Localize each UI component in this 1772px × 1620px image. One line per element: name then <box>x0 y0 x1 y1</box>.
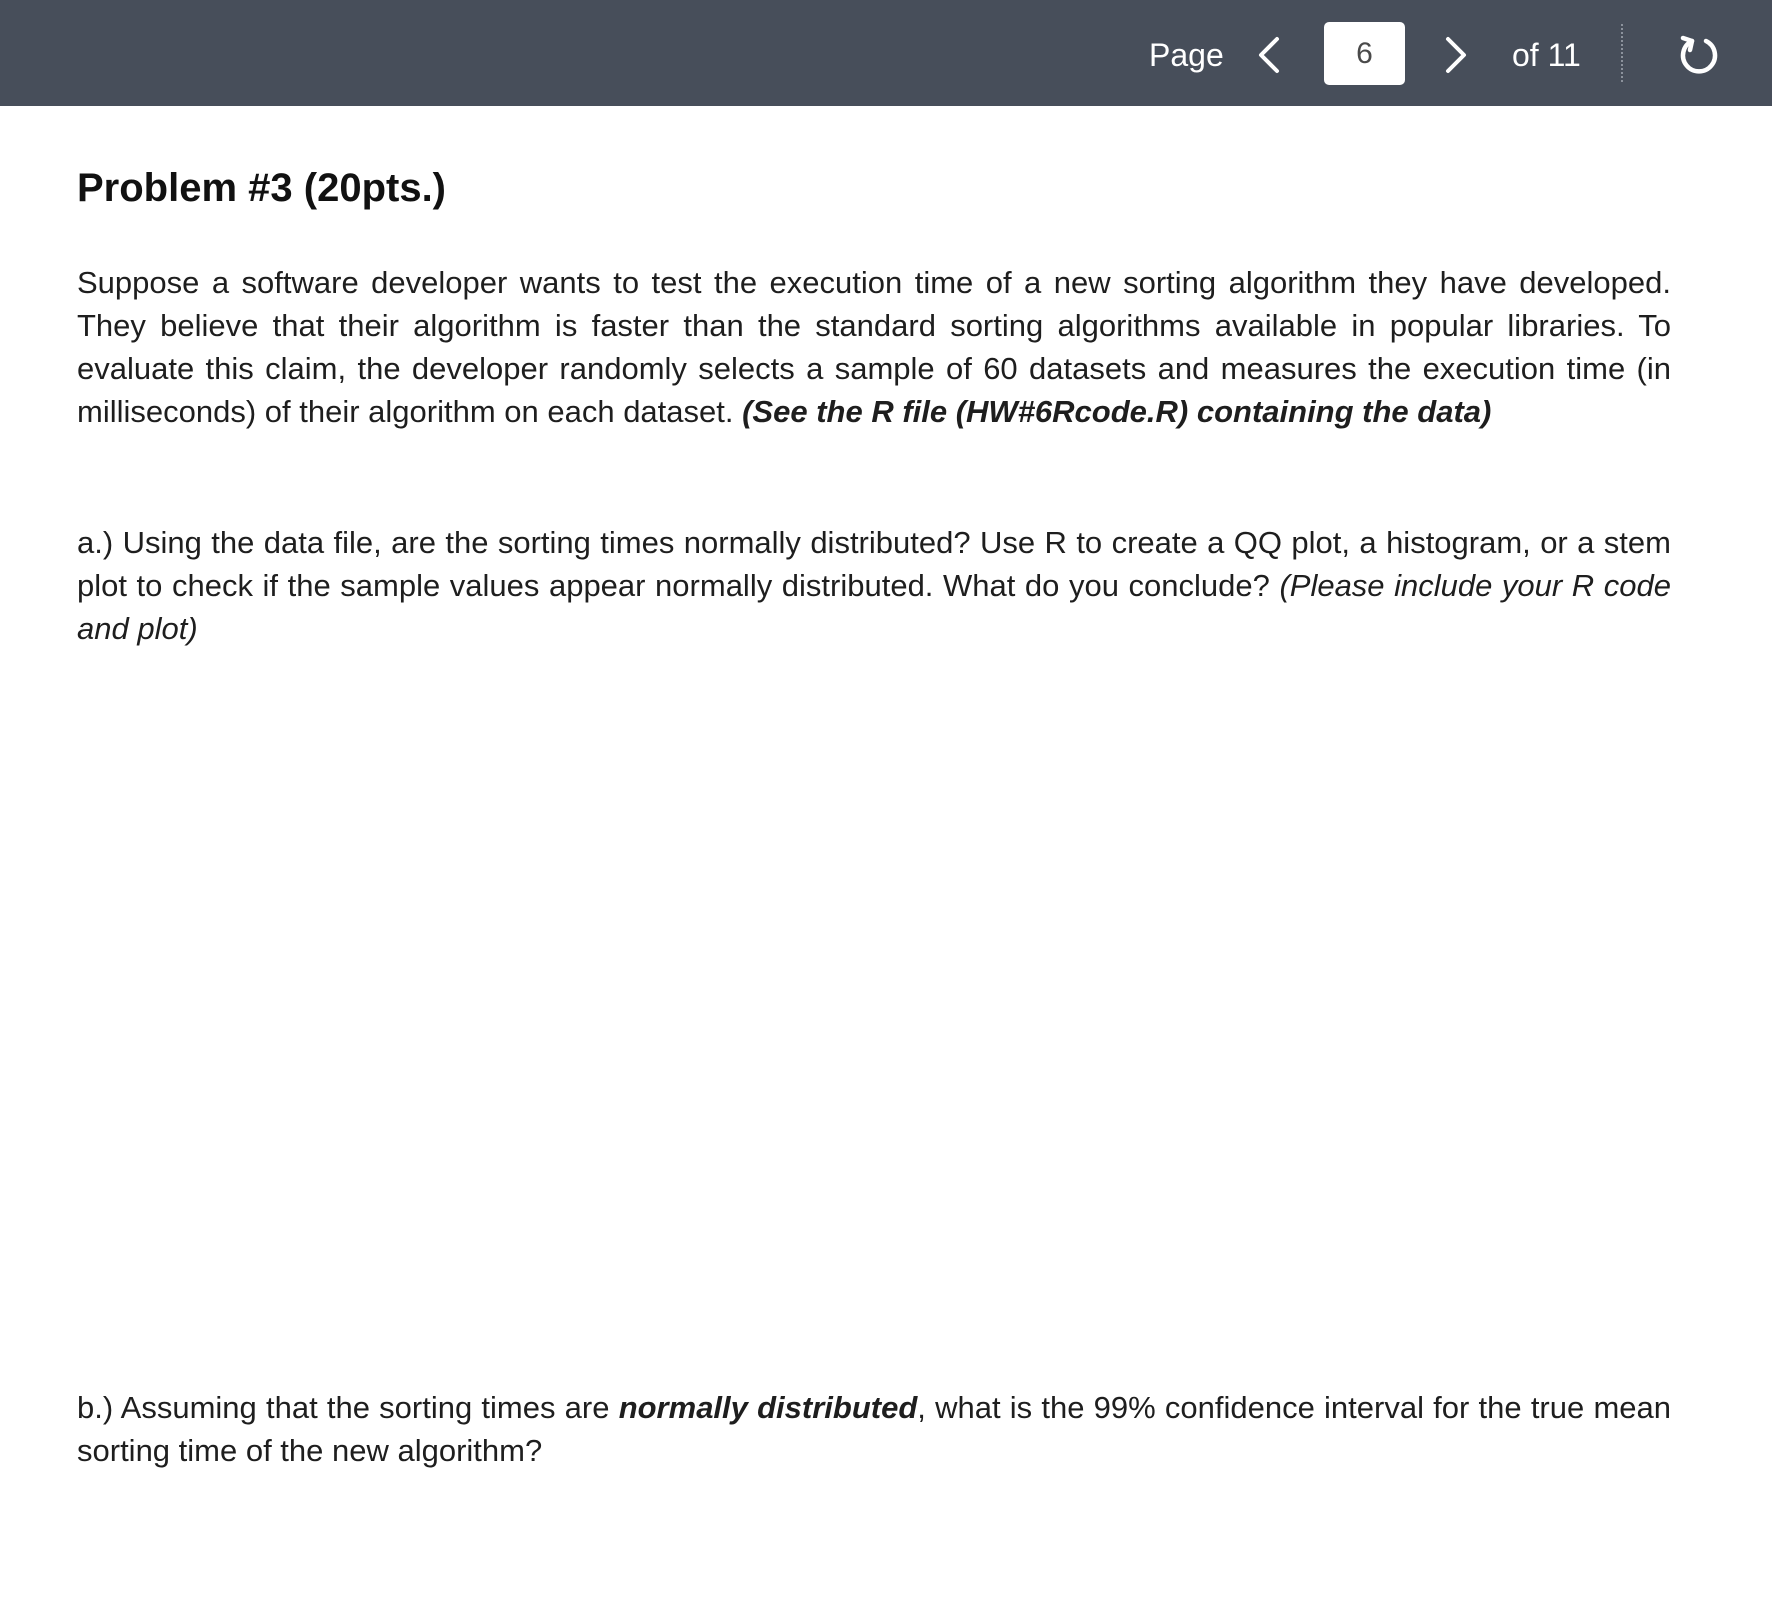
part-a-note: (Please include your R code and plot) <box>77 568 1671 646</box>
rotate-icon <box>1676 32 1722 78</box>
part-b-text-after: , what is the 99% confidence interval for the true mean sorting time of the new algorithm? <box>77 1390 1671 1468</box>
intro-text: Suppose a software developer wants to test the execution time of a new sorting algorithm they have developed. They believe that their algorithm is faster than the standard sorting algorithms available in popular libraries. To evaluate this claim, the developer randomly selects a sample of 60 datasets and measures the execution time (in milliseconds) of their algorithm on each dataset. <box>77 265 1671 429</box>
page-number-input[interactable] <box>1324 22 1405 85</box>
chevron-left-icon <box>1256 35 1282 75</box>
intro-data-note: (See the R file (HW#6Rcode.R) containing the data) <box>742 394 1492 429</box>
next-page-button[interactable] <box>1434 30 1478 80</box>
part-a-question <box>77 521 1671 650</box>
previous-page-button[interactable] <box>1247 30 1291 80</box>
problem-intro <box>77 261 1671 433</box>
part-b-text-before: b.) Assuming that the sorting times are <box>77 1390 619 1425</box>
toolbar-divider <box>1621 24 1623 82</box>
page-label: Page <box>1149 37 1224 73</box>
pdf-toolbar <box>0 0 1772 106</box>
chevron-right-icon <box>1443 35 1469 75</box>
part-b-question <box>77 1386 1671 1472</box>
part-a-text: a.) Using the data file, are the sorting times normally distributed? Use R to create a QQ plot, a histogram, or a stem plot to check if the sample values appear normally distributed. What do you conclude? <box>77 525 1671 603</box>
problem-title: Problem #3 (20pts.) <box>77 166 447 210</box>
rotate-button[interactable] <box>1672 28 1726 82</box>
total-pages-label: of 11 <box>1512 37 1581 73</box>
part-b-emphasis: normally distributed <box>618 1390 918 1425</box>
